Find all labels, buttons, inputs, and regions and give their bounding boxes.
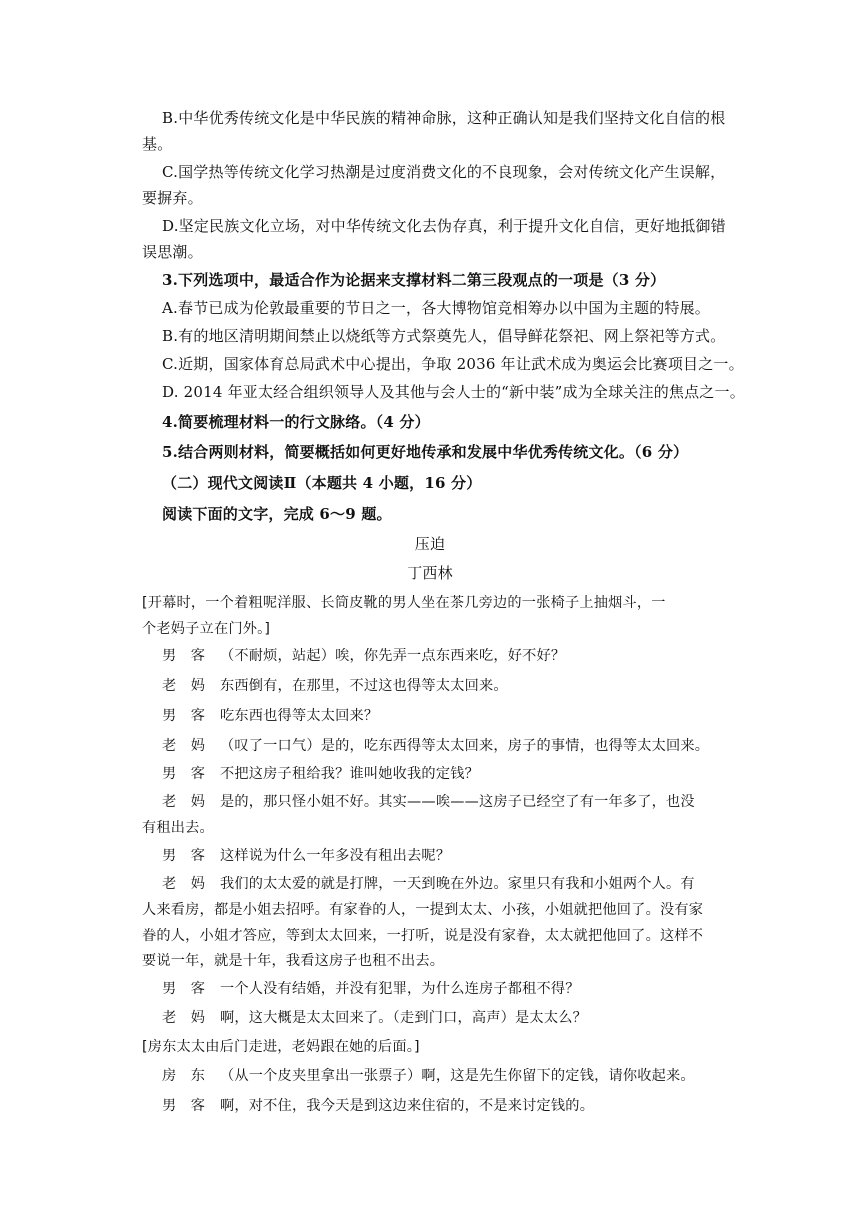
q5-stem: 5.结合两则材料，简要概括如何更好地传承和发展中华优秀传统文化。（6 分） <box>162 443 689 461</box>
speech: 一个人没有结婚，并没有犯罪，为什么连房子都租不得？ <box>220 981 580 997</box>
dialogue-line <box>162 736 752 756</box>
speaker: 男 客 <box>162 766 206 782</box>
dialogue-line <box>162 792 752 812</box>
speaker: 老 妈 <box>162 876 206 892</box>
speech: 不把这房子租给我？谁叫她收我的定钱？ <box>220 766 479 782</box>
q2-option-d-line2: 误思潮。 <box>142 243 203 261</box>
stage-direction: [房东太太由后门走进，老妈跟在她的后面。] <box>142 1039 420 1055</box>
speaker: 老 妈 <box>162 794 206 810</box>
speaker: 男 客 <box>162 848 206 864</box>
speaker: 老 妈 <box>162 738 206 754</box>
speaker: 男 客 <box>162 981 206 997</box>
dialogue-line <box>162 764 752 784</box>
speaker: 老 妈 <box>162 1010 206 1026</box>
play-title: 压迫 <box>414 535 446 553</box>
speech: 我们的太太爱的就是打牌，一天到晚在外边。家里只有我和小姐两个人。有 <box>220 876 695 892</box>
section2-heading: （二）现代文阅读Ⅱ（本题共 4 小题，16 分） <box>162 474 482 492</box>
q4-stem: 4.简要梳理材料一的行文脉络。（4 分） <box>162 413 430 431</box>
speaker: 男 客 <box>162 708 206 724</box>
q2-option-c-line1: C.国学热等传统文化学习热潮是过度消费文化的不良现象，会对传统文化产生误解， <box>162 163 726 181</box>
speech: 啊，这大概是太太回来了。（走到门口，高声）是太太么？ <box>220 1010 587 1026</box>
q2-option-b-line2: 基。 <box>142 135 173 153</box>
speech: （叹了一口气）是的，吃东西得等太太回来，房子的事情，也得等太太回来。 <box>220 738 710 754</box>
speech: （从一个皮夹里拿出一张票子）啊，这是先生你留下的定钱，请你收起来。 <box>220 1068 695 1084</box>
speech: 吃东西也得等太太回来？ <box>220 708 379 724</box>
speaker: 男 客 <box>162 648 206 664</box>
section2-instruction: 阅读下面的文字，完成 6～9 题。 <box>162 505 392 523</box>
play-author: 丁西林 <box>407 564 453 582</box>
stage-direction-opening-line1: [开幕时，一个着粗呢洋服、长筒皮靴的男人坐在茶几旁边的一张椅子上抽烟斗，一 <box>142 595 666 611</box>
dialogue-line <box>162 874 752 894</box>
dialogue-continuation: 要说一年，就是十年，我看这房子也租不出去。 <box>142 953 445 969</box>
dialogue-continuation: 眷的人，小姐才答应，等到太太回来，一打听，说是没有家眷，太太就把他回了。这样不 <box>142 928 704 944</box>
speech: （不耐烦，站起）唉，你先弄一点东西来吃，好不好？ <box>220 648 566 664</box>
dialogue-line <box>162 846 752 866</box>
dialogue-line <box>162 979 752 999</box>
q2-option-c-line2: 要摒弃。 <box>142 189 203 207</box>
speaker: 男 客 <box>162 1098 206 1114</box>
q2-option-b-line1: B.中华优秀传统文化是中华民族的精神命脉，这种正确认知是我们坚持文化自信的根 <box>162 109 726 127</box>
dialogue-line <box>162 676 752 696</box>
dialogue-line <box>162 706 752 726</box>
dialogue-line <box>162 1066 752 1086</box>
speaker: 老 妈 <box>162 678 206 694</box>
q3-option-c: C.近期，国家体育总局武术中心提出，争取 2036 年让武术成为奥运会比赛项目之一。 <box>162 355 744 373</box>
dialogue-continuation: 人来看房，都是小姐去招呼。有家眷的人，一提到太太、小孩，小姐就把他回了。没有家 <box>142 902 704 918</box>
speech: 是的，那只怪小姐不好。其实——唉——这房子已经空了有一年多了，也没 <box>220 794 695 810</box>
dialogue-line <box>162 1096 752 1116</box>
q3-option-a: A.春节已成为伦敦最重要的节日之一，各大博物馆竞相筹办以中国为主题的特展。 <box>162 299 711 317</box>
q2-option-d-line1: D.坚定民族文化立场，对中华传统文化去伪存真，利于提升文化自信，更好地抵御错 <box>162 217 726 235</box>
q3-stem: 3.下列选项中，最适合作为论据来支撑材料二第三段观点的一项是（3 分） <box>162 271 666 289</box>
q3-option-d: D. 2014 年亚太经合组织领导人及其他与会人士的“新中装”成为全球关注的焦点之一。 <box>162 383 745 401</box>
speech: 这样说为什么一年多没有租出去呢？ <box>220 848 451 864</box>
speech: 东西倒有，在那里，不过这也得等太太回来。 <box>220 678 508 694</box>
speech: 啊，对不住，我今天是到这边来住宿的，不是来讨定钱的。 <box>220 1098 595 1114</box>
speaker: 房 东 <box>162 1068 206 1084</box>
q3-option-b: B.有的地区清明期间禁止以烧纸等方式祭奠先人，倡导鲜花祭祀、网上祭祀等方式。 <box>162 327 726 345</box>
dialogue-continuation: 有租出去。 <box>142 820 214 836</box>
dialogue-line <box>162 646 752 666</box>
dialogue-line <box>162 1008 752 1028</box>
stage-direction-opening-line2: 个老妈子立在门外。] <box>142 621 271 637</box>
